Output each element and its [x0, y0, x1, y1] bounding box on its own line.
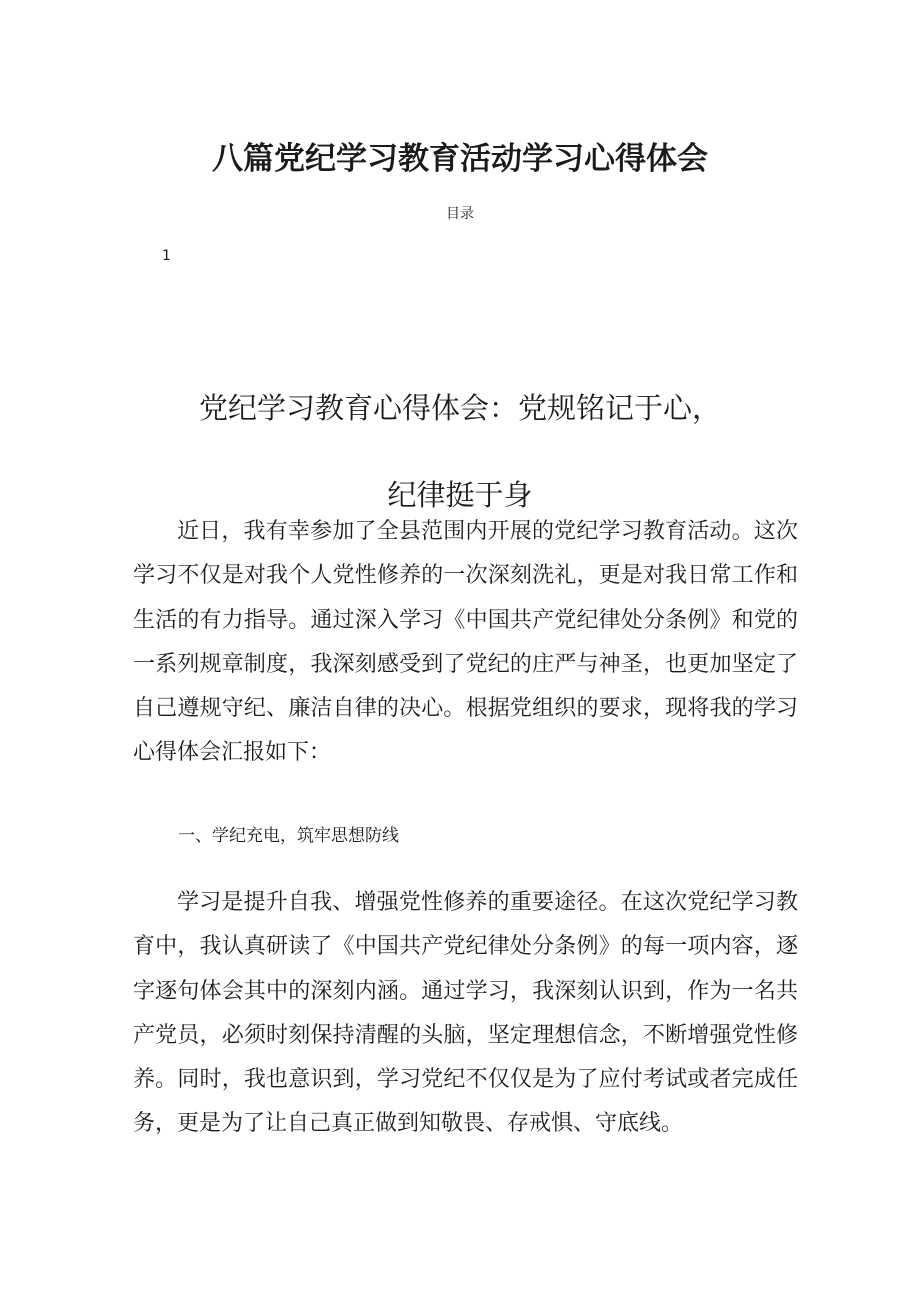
table-of-contents-label: 目录 [446, 206, 474, 222]
section-heading-1: 一、学纪充电，筑牢思想防线 [178, 826, 399, 846]
document-title: 八篇党纪学习教育活动学习心得体会 [212, 141, 708, 177]
body-paragraph-section-1: 学习是提升自我、增强党性修养的重要途径。在这次党纪学习教育中，我认真研读了《中国共产党纪律处分条例》的每一项内容，逐字逐句体会其中的深刻内涵。通过学习，我深刻认识到，作为一名共产党员，必须时刻保持清醒的头脑，坚定理想信念，不断增强党性修养。同时，我也意识到，学习党纪不仅仅是为了应付考试或者完成任务，更是为了让自己真正做到知敬畏、存戒惧、守底线。 [133, 890, 798, 1137]
body-paragraph-intro: 近日，我有幸参加了全县范围内开展的党纪学习教育活动。这次学习不仅是对我个人党性修养的一次深刻洗礼，更是对我日常工作和生活的有力指导。通过深入学习《中国共产党纪律处分条例》和党的一系列规章制度，我深刻感受到了党纪的庄严与神圣，也更加坚定了自己遵规守纪、廉洁自律的决心。根据党组织的要求，现将我的学习心得体会汇报如下： [133, 519, 798, 766]
article-title-line-2: 纪律挺于身 [387, 478, 533, 512]
article-title-line-1: 党纪学习教育心得体会：党规铭记于心， [198, 391, 721, 425]
toc-entry[interactable]: 1 [162, 248, 171, 264]
